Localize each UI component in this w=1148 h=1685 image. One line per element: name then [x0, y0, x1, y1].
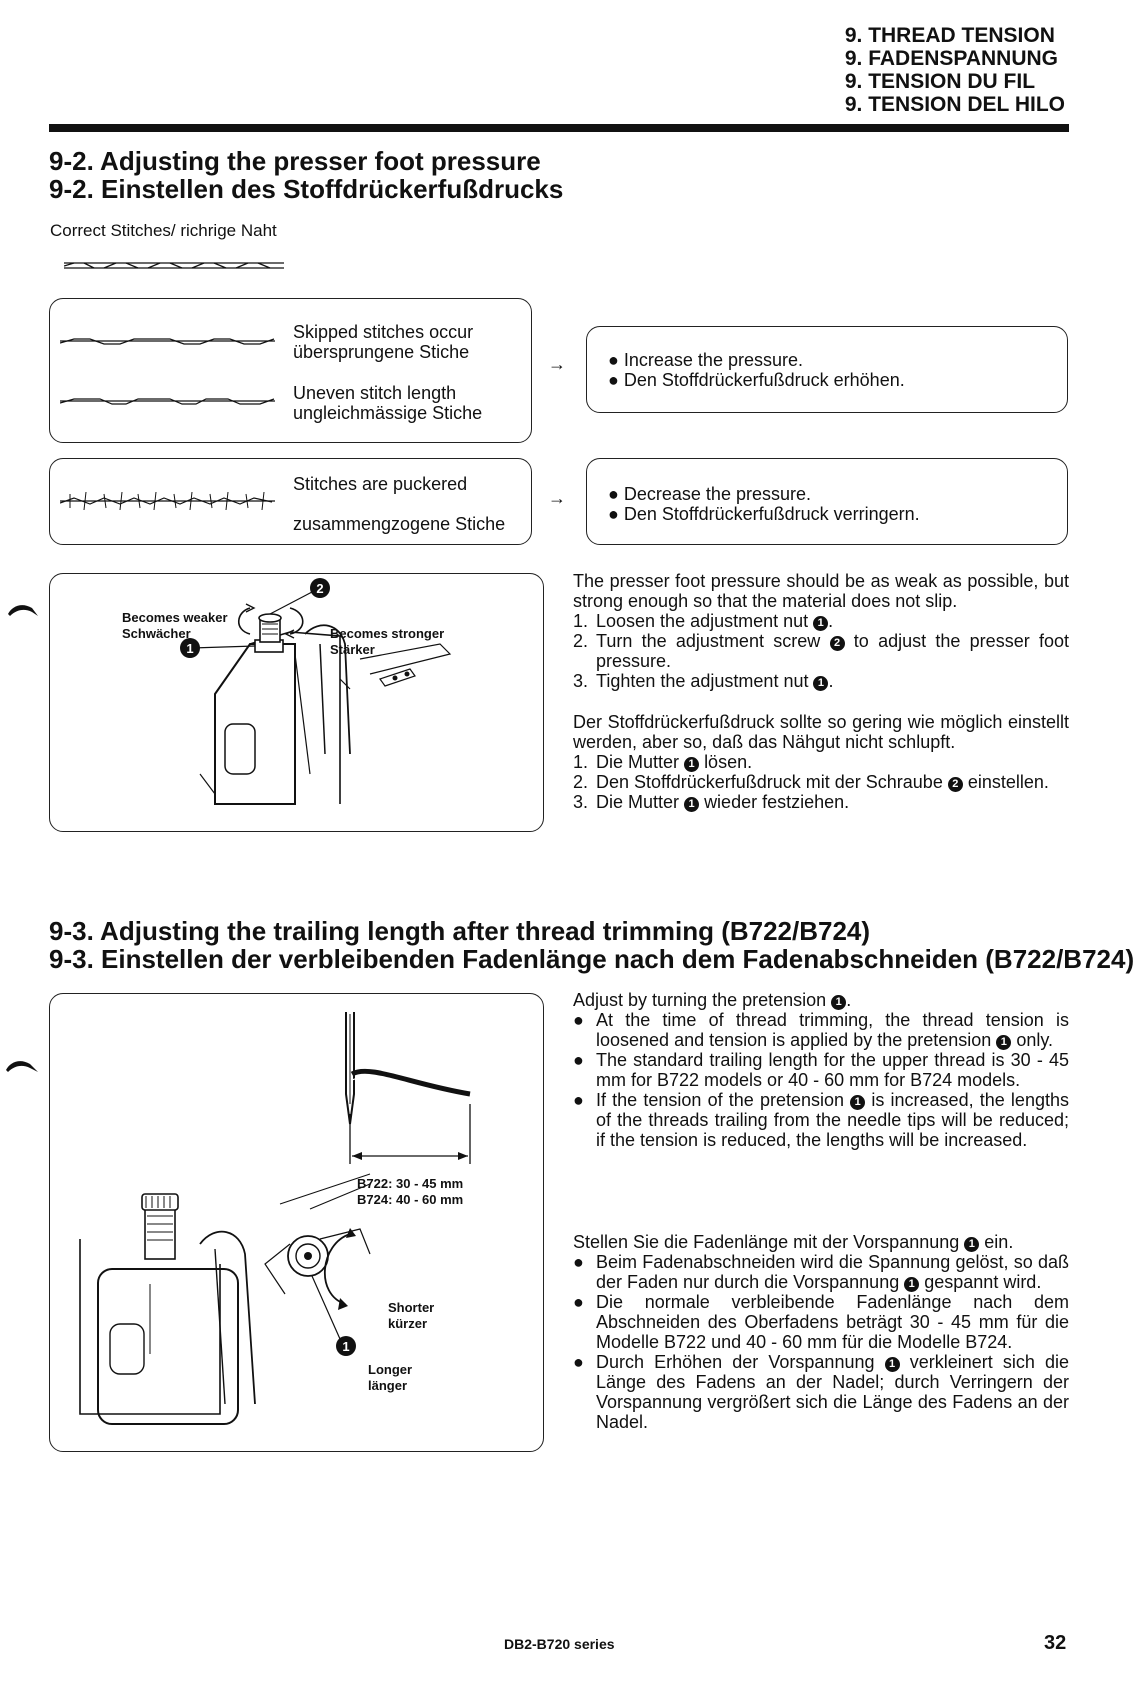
section2-text-de [573, 1232, 1069, 1432]
text-de-step2 [573, 772, 1069, 792]
intro-text: Adjust by turning the pretension [573, 990, 827, 1010]
text-en-step1 [573, 611, 1069, 631]
intro-text: Stellen Sie die Fadenlänge mit der Vorspannung [573, 1232, 960, 1252]
section2-title-de: 9-3. Einstellen der verbleibenden Fadenlänge nach dem Fadenabschneiden (B722/B724) [49, 944, 1135, 974]
puckered-label-de: zusammengzogene Stiche [293, 514, 506, 534]
text-de-intro: Der Stoffdrückerfußdruck sollte so gering wie möglich einstellt werden, aber so, daß das Nähgut nicht schlupft. [573, 712, 1069, 752]
skipped-label-de: übersprungene Stiche [293, 342, 470, 362]
marker-1-icon: 1 [885, 1357, 900, 1372]
step1-text: Die Mutter [596, 752, 680, 772]
bullet1-text: Beim Fadenabschneiden wird die Spannung gelöst, so daß der Faden nur durch die Vorspannung [596, 1252, 1069, 1292]
decrease-text-de [608, 504, 920, 524]
text-en-step3 [573, 671, 1069, 691]
intro-end: ein. [984, 1232, 1014, 1252]
bullet-icon: ● [573, 1352, 584, 1372]
step-number: 2. [573, 631, 589, 651]
marker-1-icon: 1 [964, 1237, 979, 1252]
step2-text: Turn the adjustment screw [596, 631, 821, 651]
header-rule [49, 124, 1069, 132]
bullet-icon: ● [608, 484, 619, 504]
step3-end: wieder festziehen. [704, 792, 850, 812]
step-number: 3. [573, 792, 589, 812]
correct-stitch-illustration [64, 258, 286, 274]
correct-stitches-label: Correct Stitches/ richrige Naht [50, 221, 277, 240]
header-line-fr: 9. TENSION DU FIL [844, 70, 1036, 93]
longer-label-en: Longer [368, 1362, 413, 1377]
decrease-text-en [608, 484, 811, 504]
section1-text-de [573, 712, 1069, 812]
shorter-label-de: kürzer [388, 1316, 428, 1331]
stronger-label-en: Becomes stronger [330, 626, 445, 641]
increase-de: Den Stoffdrückerfußdruck erhöhen. [623, 370, 905, 390]
bullet-icon: ● [608, 350, 619, 370]
section2-title-en: 9-3. Adjusting the trailing length after thread trimming (B722/B724) [49, 916, 871, 946]
section1-title-de: 9-2. Einstellen des Stoffdrückerfußdrucks [49, 174, 564, 204]
stronger-label-de: Stärker [330, 642, 375, 657]
header-line-en: 9. THREAD TENSION [844, 24, 1055, 47]
marker-1-icon: 1 [684, 757, 699, 772]
step2-text: Den Stoffdrückerfußdruck mit der Schraube [596, 772, 943, 792]
step-number: 1. [573, 611, 589, 631]
longer-label-de: länger [368, 1378, 408, 1393]
bullet1-end: only. [1016, 1030, 1054, 1050]
arrow-right-icon: → [548, 488, 566, 508]
puckered-label-en: Stitches are puckered [293, 474, 468, 494]
bullet-icon: ● [608, 504, 619, 524]
marker-2: 2 [316, 581, 324, 596]
step3-end: . [828, 671, 834, 691]
marker-2-icon: 2 [830, 636, 845, 651]
bullet1-text: At the time of thread trimming, the thread tension is loosened and tension is applied by the pretension [596, 1010, 1069, 1050]
text-de-intro [573, 1232, 1069, 1252]
section1-text-en [573, 571, 1069, 691]
skipped-label-en: Skipped stitches occur [293, 322, 474, 342]
bullet-icon: ● [573, 1252, 584, 1272]
shorter-label-en: Shorter [388, 1300, 435, 1315]
page-number: 32 [1044, 1632, 1067, 1654]
step1-text: Loosen the adjustment nut [596, 611, 809, 631]
arrow-right-icon: → [548, 354, 566, 374]
text-de-step3 [573, 792, 1069, 812]
header-line-de: 9. FADENSPANNUNG [844, 47, 1058, 70]
uneven-stitch-illustration [60, 394, 275, 410]
marker-1-icon: 1 [850, 1095, 865, 1110]
puckered-stitch-illustration [60, 488, 275, 514]
step1-end: lösen. [704, 752, 753, 772]
text-en-bullet1 [573, 1010, 1069, 1050]
step1-end: . [828, 611, 834, 631]
section1-title-en: 9-2. Adjusting the presser foot pressure [49, 146, 541, 176]
bullet3-end: verkleinert sich die Länge des Fadens an der Nadel; durch Verringern der Vorspannung vergrößert sich die Länge des Fadens an der Nadel. [596, 1352, 1069, 1432]
bullet-icon: ● [573, 1050, 584, 1070]
bullet3-text: Durch Erhöhen der Vorspannung [596, 1352, 875, 1372]
step-number: 2. [573, 772, 589, 792]
header-line-es: 9. TENSION DEL HILO [844, 93, 1065, 116]
uneven-label-de: ungleichmässige Stiche [293, 403, 483, 423]
step-number: 1. [573, 752, 589, 772]
step3-text: Tighten the adjustment nut [596, 671, 809, 691]
bullet3-end: is increased, the lengths of the threads trailing from the needle tips will be reduced; if the tension is reduced, the lengths will be increased. [596, 1090, 1069, 1150]
marker-1-icon: 1 [684, 797, 699, 812]
bullet3-text: If the tension of the pretension [596, 1090, 845, 1110]
bullet-icon: ● [573, 1090, 584, 1110]
marker-1-icon: 1 [831, 995, 846, 1010]
hand-pointer-icon [6, 598, 40, 620]
text-en-bullet3 [573, 1090, 1069, 1150]
bullet-icon: ● [573, 1010, 584, 1030]
marker-1: 1 [342, 1339, 350, 1354]
bullet2-text: The standard trailing length for the upper thread is 30 - 45 mm for B722 models or 40 - 60 mm for B724 models. [596, 1050, 1069, 1090]
bullet-icon: ● [608, 370, 619, 390]
bullet1-end: gespannt wird. [924, 1272, 1042, 1292]
text-de-bullet3 [573, 1352, 1069, 1432]
decrease-en: Decrease the pressure. [623, 484, 811, 504]
marker-1-icon: 1 [996, 1035, 1011, 1050]
weaker-label-de: Schwächer [122, 626, 191, 641]
trailing-length-illustration [50, 994, 540, 1448]
section2-text-en [573, 990, 1069, 1150]
hand-pointer-icon [4, 1054, 40, 1076]
text-en-intro [573, 990, 1069, 1010]
uneven-label-en: Uneven stitch length [293, 383, 457, 403]
increase-text-en [608, 350, 803, 370]
text-en-bullet2 [573, 1050, 1069, 1090]
text-en-step2 [573, 631, 1069, 671]
text-de-bullet2 [573, 1292, 1069, 1352]
step3-text: Die Mutter [596, 792, 680, 812]
marker-2-icon: 2 [948, 777, 963, 792]
step2-end: einstellen. [967, 772, 1049, 792]
text-de-bullet1 [573, 1252, 1069, 1292]
bullet-icon: ● [573, 1292, 584, 1312]
text-de-step1 [573, 752, 1069, 772]
marker-1-icon: 1 [813, 676, 828, 691]
increase-text-de [608, 370, 905, 390]
weaker-label-en: Becomes weaker [122, 610, 228, 625]
b724-length-label: B724: 40 - 60 mm [357, 1192, 464, 1207]
marker-1-icon: 1 [904, 1277, 919, 1292]
intro-end: . [846, 990, 852, 1010]
increase-en: Increase the pressure. [623, 350, 803, 370]
bullet2-text: Die normale verbleibende Fadenlänge nach dem Abschneiden des Oberfadens beträgt 30 - 45 mm für die Modelle B722 und 40 - 60 mm für die Modelle B724. [596, 1292, 1069, 1352]
decrease-de: Den Stoffdrückerfußdruck verringern. [623, 504, 920, 524]
skipped-stitch-illustration [60, 334, 275, 350]
step-number: 3. [573, 671, 589, 691]
text-en-intro: The presser foot pressure should be as weak as possible, but strong enough so that the material does not slip. [573, 571, 1069, 611]
marker-1: 1 [186, 641, 194, 656]
step2-end: to adjust the presser foot pressure. [596, 631, 1069, 671]
chapter-header [845, 24, 1065, 116]
footer-series: DB2-B720 series [504, 1636, 615, 1652]
b722-length-label: B722: 30 - 45 mm [357, 1176, 464, 1191]
marker-1-icon: 1 [813, 616, 828, 631]
